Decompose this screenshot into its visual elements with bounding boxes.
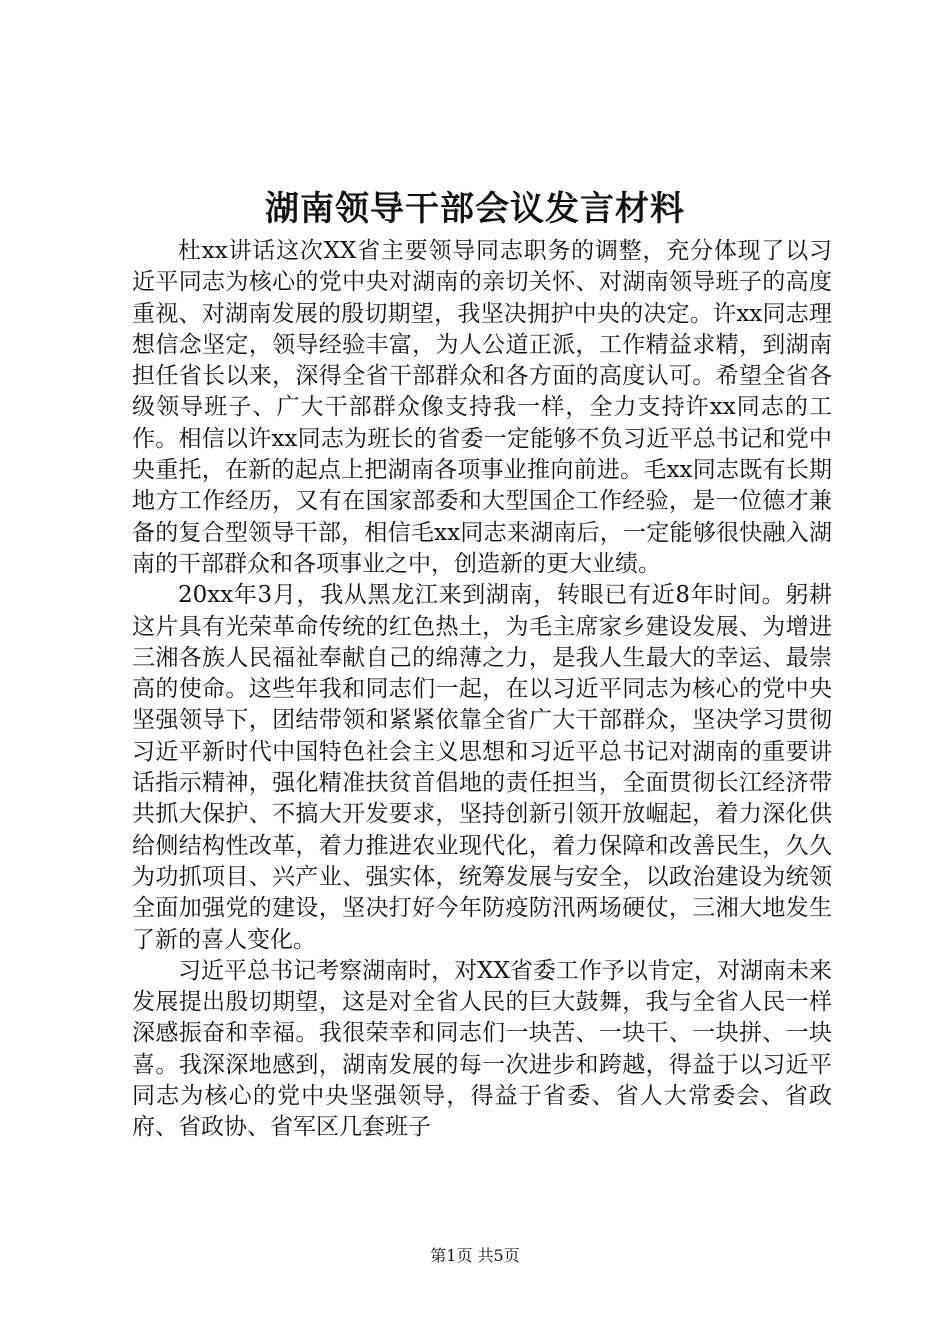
- document-body: [132, 236, 832, 1144]
- paragraph-2: 20xx年3月，我从黑龙江来到湖南，转眼已有近8年时间。躬耕这片具有光荣革命传统的红色热土，为毛主席家乡建设发展、为增进三湘各族人民福祉奉献自己的绵薄之力，是我人生最大的幸运、最崇高的使命。这些年我和同志们一起，在以习近平同志为核心的党中央坚强领导下，团结带领和紧紧依靠全省广大干部群众，坚决学习贯彻习近平新时代中国特色社会主义思想和习近平总书记对湖南的重要讲话指示精神，强化精准扶贫首倡地的责任担当，全面贯彻长江经济带共抓大保护、不搞大开发要求，坚持创新引领开放崛起，着力深化供给侧结构性改革，着力推进农业现代化，着力保障和改善民生，久久为功抓项目、兴产业、强实体，统筹发展与安全，以政治建设为统领全面加强党的建设，坚决打好今年防疫防汛两场硬仗，三湘大地发生了新的喜人变化。: [132, 582, 832, 953]
- page-number-footer: 第1页 共5页: [430, 1246, 520, 1265]
- document-title: 湖南领导干部会议发言材料: [265, 189, 685, 229]
- paragraph-1: 杜xx讲话这次XX省主要领导同志职务的调整，充分体现了以习近平同志为核心的党中央对湖南的亲切关怀、对湖南领导班子的高度重视、对湖南发展的殷切期望，我坚决拥护中央的决定。许xx同志理想信念坚定，领导经验丰富，为人公道正派，工作精益求精，到湖南担任省长以来，深得全省干部群众和各方面的高度认可。希望全省各级领导班子、广大干部群众像支持我一样，全力支持许xx同志的工作。相信以许xx同志为班长的省委一定能够不负习近平总书记和党中央重托，在新的起点上把湖南各项事业推向前进。毛xx同志既有长期地方工作经历，又有在国家部委和大型国企工作经验，是一位德才兼备的复合型领导干部，相信毛xx同志来湖南后，一定能够很快融入湖南的干部群众和各项事业之中，创造新的更大业绩。: [132, 238, 832, 577]
- paragraph-3: 习近平总书记考察湖南时，对XX省委工作予以肯定，对湖南未来发展提出殷切期望，这是对全省人民的巨大鼓舞，我与全省人民一样深感振奋和幸福。我很荣幸和同志们一块苦、一块干、一块拼、一块喜。我深深地感到，湖南发展的每一次进步和跨越，得益于以习近平同志为核心的党中央坚强领导，得益于省委、省人大常委会、省政府、省政协、省军区几套班子: [132, 957, 832, 1141]
